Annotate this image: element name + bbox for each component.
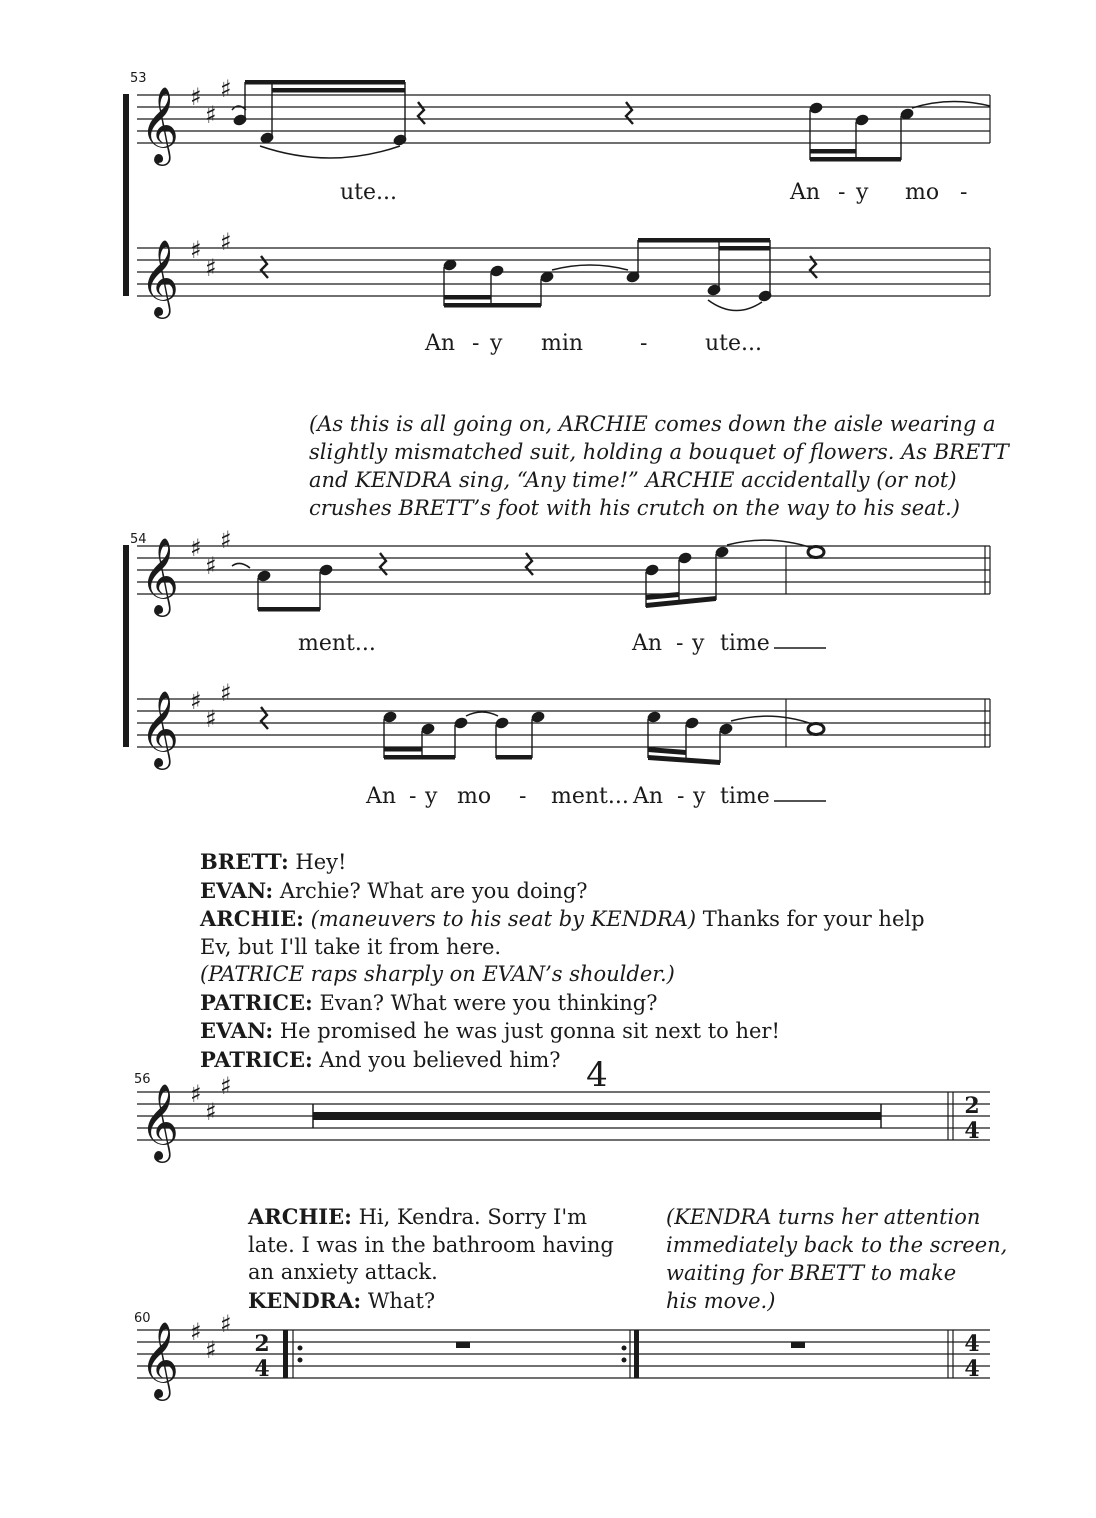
key-signature [190,526,232,580]
line-text: Hi, Kendra. Sorry I'm [351,1205,588,1229]
quarter-rest-icon [261,256,268,278]
measure-number-54: 54 [130,532,147,547]
lyric-syllable: - [676,631,684,656]
dialogue-line [200,877,925,906]
staff-upper [137,546,990,594]
lyric-syllable: An [366,784,397,809]
stage-direction: (PATRICE raps sharply on EVAN’s shoulder.) [200,962,675,986]
line-text: Ev, but I'll take it from here. [200,934,502,959]
svg-text:♯: ♯ [220,1310,232,1338]
lyric-syllable: ute... [340,180,398,205]
svg-text:♯: ♯ [205,552,217,580]
dialogue-line [248,1287,614,1316]
lyric-syllable: ment... [551,784,629,809]
key-signature [190,75,232,129]
svg-text:4: 4 [964,1118,980,1144]
dialogue-line [248,1259,614,1287]
stage-direction [309,410,1009,522]
system-1 [123,71,990,356]
svg-text:2: 2 [964,1093,980,1119]
line-text: And you believed him? [312,1047,561,1072]
whole-note [808,724,824,735]
quarter-rest-icon [626,102,633,124]
notes-upper [232,540,824,611]
treble-clef-icon: 𝄞 [140,239,180,316]
lyric-syllable: An [425,331,456,356]
whole-rest-icon [791,1342,805,1348]
whole-rest-icon [456,1342,470,1348]
dialogue-line [200,1046,925,1075]
lyric-syllable: min [541,331,584,356]
stage-direction-line: and KENDRA sing, “Any time!” ARCHIE accidentally (or not) [309,468,957,492]
system-bracket [123,545,129,747]
line-text: an anxiety attack. [248,1260,438,1284]
quarter-rest-icon [380,553,387,575]
lyric-syllable: An [633,784,664,809]
svg-text:♯: ♯ [190,1080,202,1108]
svg-text:♯: ♯ [205,705,217,733]
lyrics-lower [365,784,826,809]
dialogue-line [200,905,925,934]
lyric-syllable: - [677,784,685,809]
lyric-syllable: ment... [298,631,376,656]
svg-text:♯: ♯ [190,687,202,715]
treble-clef-icon: 𝄞 [140,1083,180,1160]
stage-direction-line: (As this is all going on, ARCHIE comes down the aisle wearing a [309,412,996,436]
key-signature [190,228,232,282]
svg-text:♯: ♯ [220,679,232,707]
lyric-syllable: y [856,180,869,205]
svg-text:♯: ♯ [205,254,217,282]
time-signature-4-4 [964,1331,979,1382]
svg-text:♯: ♯ [190,534,202,562]
stage-direction-line: (KENDRA turns her attention [666,1205,981,1229]
line-text: Archie? What are you doing? [273,878,588,903]
lyric-syllable: An [632,631,663,656]
quarter-rest-icon [418,102,425,124]
notes-upper [232,80,990,162]
line-text: He promised he was just gonna sit next to her! [273,1019,780,1043]
speaker-name: ARCHIE: [248,1204,352,1229]
line-text: Thanks for your help [696,907,925,931]
time-signature-2-4 [964,1093,979,1144]
svg-text:♯: ♯ [220,1072,232,1100]
speaker-name: PATRICE: [200,1046,313,1072]
lyric-syllable: ute... [705,331,763,356]
speaker-name: BRETT: [200,849,289,874]
system-4 [134,1310,990,1401]
dialogue-line [200,989,925,1018]
stage-direction-line: crushes BRETT’s foot with his crutch on the way to his seat.) [309,496,960,520]
speaker-name: EVAN: [200,1018,274,1043]
stage-direction-line: his move.) [666,1289,776,1313]
lyric-syllable: - [960,180,968,205]
line-text: late. I was in the bathroom having [248,1232,614,1257]
system-2 [123,526,990,809]
treble-clef-icon: 𝄞 [140,537,180,614]
lyric-syllable: An [790,180,821,205]
dialogue-block [200,848,925,1074]
notes-lower [261,707,824,765]
dialogue-line [200,1017,925,1046]
svg-text:♯: ♯ [220,75,232,103]
lyric-syllable: y [693,784,706,809]
stage-direction [666,1203,1007,1315]
svg-text:4: 4 [964,1356,980,1382]
dialogue-block [248,1203,614,1315]
quarter-rest-icon [526,553,533,575]
lyrics-upper [340,180,967,205]
stage-direction: (maneuvers to his seat by KENDRA) [303,907,697,931]
lyric-syllable: time [720,784,770,809]
staff-lower [137,248,990,296]
lyric-syllable: mo [905,180,940,205]
lyric-syllable: y [425,784,438,809]
notes-lower [261,238,817,311]
lyric-syllable: - [409,784,417,809]
dialogue-line [248,1203,614,1232]
treble-clef-icon: 𝄞 [140,1321,180,1398]
dialogue-line [200,848,925,877]
svg-text:♯: ♯ [205,101,217,129]
svg-text:4: 4 [964,1331,980,1357]
key-signature [190,679,232,733]
lyric-syllable: - [519,784,527,809]
lyric-syllable: - [472,331,480,356]
lyric-syllable: - [838,180,846,205]
lyrics-lower [424,331,762,356]
treble-clef-icon: 𝄞 [140,690,180,767]
svg-text:2: 2 [254,1331,270,1357]
key-signature [190,1072,232,1126]
staff-lower [137,699,990,747]
multirest-count: 4 [586,1055,608,1095]
line-text: What? [361,1288,436,1313]
dialogue-line [200,934,925,962]
svg-text:♯: ♯ [190,1318,202,1346]
stage-direction-line: immediately back to the screen, [666,1233,1008,1257]
time-signature-2-4 [254,1331,269,1382]
lyric-syllable: mo [457,784,492,809]
lyric-syllable: y [490,331,503,356]
svg-text:♯: ♯ [190,83,202,111]
svg-text:♯: ♯ [220,526,232,554]
dialogue-line [248,1232,614,1260]
stage-direction-line: slightly mismatched suit, holding a bouquet of flowers. As BRETT [309,440,1009,464]
speaker-name: KENDRA: [248,1287,362,1313]
speaker-name: PATRICE: [200,989,313,1015]
dialogue-line [200,961,925,989]
speaker-name: EVAN: [200,877,274,903]
svg-text:♯: ♯ [190,236,202,264]
quarter-rest-icon [810,256,817,278]
lyric-syllable: - [640,331,648,356]
whole-note [808,547,824,558]
line-text: Evan? What were you thinking? [312,990,658,1015]
measure-number-53: 53 [130,71,147,86]
line-text: Hey! [288,850,347,874]
svg-text:♯: ♯ [205,1098,217,1126]
quarter-rest-icon [261,707,268,729]
svg-text:4: 4 [254,1356,270,1382]
treble-clef-icon: 𝄞 [140,86,180,163]
measure-number-56: 56 [134,1072,151,1087]
lyric-syllable: y [692,631,705,656]
system-bracket [123,94,129,296]
svg-text:♯: ♯ [220,228,232,256]
stage-direction-line: waiting for BRETT to make [666,1261,957,1285]
lyric-syllable: time [720,631,770,656]
measure-number-60: 60 [134,1311,151,1326]
speaker-name: ARCHIE: [200,906,304,931]
lyrics-upper [298,631,826,656]
key-signature [190,1310,232,1364]
svg-text:♯: ♯ [205,1336,217,1364]
